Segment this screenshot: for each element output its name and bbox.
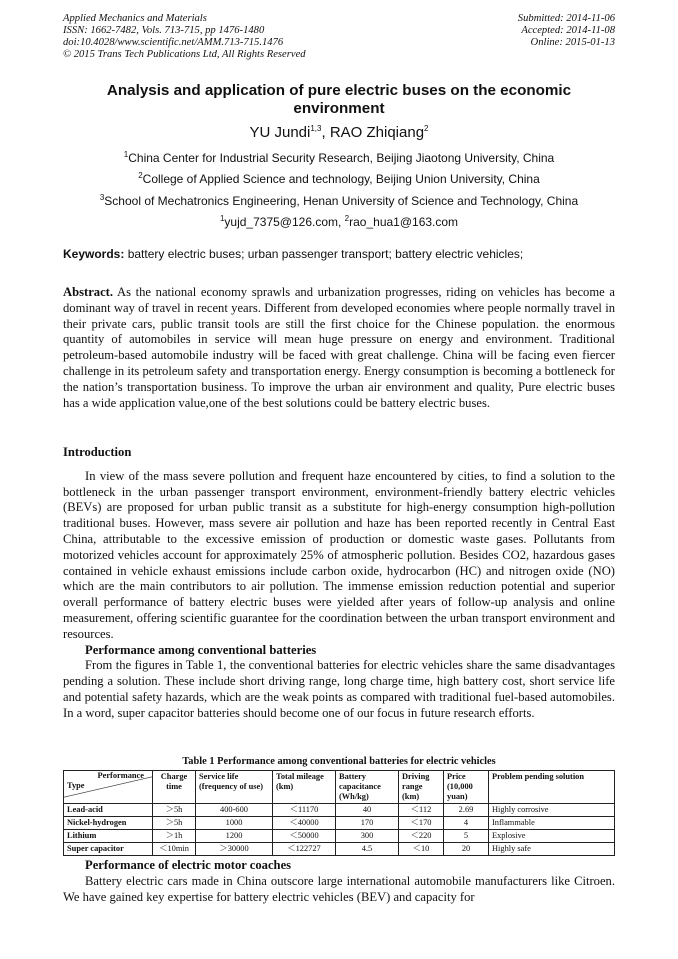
accepted-date: Accepted: 2014-11-08	[521, 25, 615, 36]
col-header: Battery capacitance (Wh/kg)	[336, 771, 399, 804]
col-header: Total mileage (km)	[273, 771, 336, 804]
abstract-label: Abstract.	[63, 285, 114, 299]
paragraph: From the figures in Table 1, the conventional batteries for electric vehicles share the same disadvantages pending a solution. These include short driving range, long charge time, high battery cost, short service life and potential safety hazards, which are the weak points as compared with traditional fuel-based automobiles. In a word, super capacitor batteries should become one of our focus in future research efforts.	[63, 658, 615, 720]
introduction-section	[63, 445, 615, 722]
cell: 300	[336, 830, 399, 843]
affiliation	[0, 150, 678, 165]
section-heading: Introduction	[63, 445, 132, 459]
cell: 4	[444, 817, 489, 830]
subsection-heading: Performance of electric motor coaches	[85, 858, 292, 872]
cell: ＜40000	[273, 817, 336, 830]
aff-sup: 1	[123, 150, 129, 159]
cell: ＞5h	[153, 804, 196, 817]
cell: Explosive	[489, 830, 615, 843]
cell: Lead-acid	[64, 804, 153, 817]
author-sup: 2	[424, 124, 429, 133]
email[interactable]: rao_hua1@163.com	[349, 215, 459, 229]
authors	[0, 124, 678, 141]
issn: ISSN: 1662-7482, Vols. 713-715, pp 1476-1480	[63, 25, 265, 36]
cell: ＞5h	[153, 817, 196, 830]
cell: ＜170	[399, 817, 444, 830]
battery-table	[63, 770, 615, 856]
subsection-heading: Performance among conventional batteries	[85, 642, 317, 657]
submitted-date: Submitted: 2014-11-06	[517, 13, 615, 24]
cell: Super capacitor	[64, 843, 153, 856]
aff-sup: 3	[99, 193, 105, 202]
email-sup: 1	[219, 214, 225, 223]
cell: ＜10	[399, 843, 444, 856]
cell: Highly corrosive	[489, 804, 615, 817]
cell: Nickel-hydrogen	[64, 817, 153, 830]
author: RAO Zhiqiang	[329, 124, 425, 141]
cell: 40	[336, 804, 399, 817]
table-row	[64, 843, 615, 856]
aff-sup: 2	[138, 171, 143, 180]
coaches-section	[63, 858, 615, 905]
cell: Lithium	[64, 830, 153, 843]
copyright: © 2015 Trans Tech Publications Ltd, All Rights Reserved	[63, 49, 306, 60]
cell: 400-600	[196, 804, 273, 817]
table-header-row	[64, 771, 615, 804]
emails	[0, 214, 678, 229]
table-caption: Table 1 Performance among conventional batteries for electric vehicles	[182, 756, 496, 767]
table-row	[64, 804, 615, 817]
cell: Highly safe	[489, 843, 615, 856]
corner-bottom: Type	[67, 781, 85, 790]
cell: ＜112	[399, 804, 444, 817]
paragraph: In view of the mass severe pollution and frequent haze encountered by cities, to find a solution to the bottleneck in the urban passenger transport environment, environment-friendly battery electric vehicles (BEVs) are proposed for urban public transit as a substitute for high-energy consumption high-pollution traditional buses. However, mass severe air pollution and haze has been reported recently in Central East China, attributable to the excessive emission of production or domestic waste gases. Pollutants from motorized vehicles account for approximately 25% of atmospheric pollution. Besides CO2, hazardous gases contained in vehicle exhaust emissions include carbon oxide, hydrocarbon (HC) and nitrogen oxide (NO) which are the main contributors to air pollution. The immense emission reduction potential and superior overall performance of battery electric buses were yielded after years of follow-up analysis and online measurement, offering scientific guarantee for the coordination between the urban transport environment and resources.	[63, 468, 615, 641]
col-header: Price (10,000 yuan)	[444, 771, 489, 804]
col-header: Problem pending solution	[489, 771, 615, 804]
journal-name: Applied Mechanics and Materials	[63, 13, 207, 24]
cell: 2.69	[444, 804, 489, 817]
col-header: Driving range (km)	[399, 771, 444, 804]
affiliation	[0, 193, 678, 208]
cell: ＞1h	[153, 830, 196, 843]
sep: ,	[321, 124, 330, 141]
author: YU Jundi	[249, 124, 311, 141]
journal-info	[63, 13, 306, 61]
cell: Inflammable	[489, 817, 615, 830]
abstract	[63, 285, 615, 411]
corner-top: Performance	[97, 771, 144, 780]
table-row	[64, 817, 615, 830]
paragraph: Battery electric cars made in China outscore large international automobile manufacturers like Citroen. We have gained key expertise for battery electric vehicles (BEV) and capacity for	[63, 873, 615, 904]
table-row	[64, 830, 615, 843]
cell: ＜10min	[153, 843, 196, 856]
cell: ＜122727	[273, 843, 336, 856]
paper-title: Analysis and application of pure electric buses on the economic environment	[106, 82, 572, 117]
keywords-label: Keywords:	[63, 247, 125, 261]
cell: ＜11170	[273, 804, 336, 817]
col-header: Service life (frequency of use)	[196, 771, 273, 804]
keywords	[63, 247, 523, 261]
aff-text: China Center for Industrial Security Research, Beijing Jiaotong University, China	[128, 151, 555, 165]
cell: 20	[444, 843, 489, 856]
cell: 4.5	[336, 843, 399, 856]
aff-text: College of Applied Science and technology, Beijing Union University, China	[142, 172, 540, 186]
email[interactable]: yujd_7375@126.com,	[224, 215, 345, 229]
email-sup: 2	[344, 214, 350, 223]
doi: doi:10.4028/www.scientific.net/AMM.713-715.1476	[63, 37, 284, 48]
online-date: Online: 2015-01-13	[530, 37, 615, 48]
cell: 1000	[196, 817, 273, 830]
diagonal-header	[64, 771, 152, 803]
cell: ＞30000	[196, 843, 273, 856]
col-header: Charge time	[153, 771, 196, 804]
keywords-text: battery electric buses; urban passenger transport; battery electric vehicles;	[124, 247, 524, 261]
affiliation	[0, 171, 678, 186]
cell: 170	[336, 817, 399, 830]
aff-text: School of Mechatronics Engineering, Henan University of Science and Technology, China	[104, 194, 579, 208]
cell: ＜50000	[273, 830, 336, 843]
author-sup: 1,3	[310, 124, 322, 133]
abstract-text: As the national economy sprawls and urbanization progresses, riding on vehicles has become a dominant way of travel in recent years. Different from developed economies where people normally travel in their private cars, public transit tools are still the first choice for the Chinese population. the enormous quantity of automobiles in service will mean huge pressure on energy and environment. Traditional petroleum-based automobile industry will be faced with great challenge. China will be facing even fiercer challenge in its petroleum safety and transportation energy. Energy consumption is becoming a bottleneck for the nation’s transportation business. To improve the urban air environment and quality, Pure electric buses has a wide application value,one of the best solutions could be battery electric buses.	[63, 285, 615, 410]
dates	[518, 13, 615, 49]
cell: 1200	[196, 830, 273, 843]
cell: ＜220	[399, 830, 444, 843]
cell: 5	[444, 830, 489, 843]
